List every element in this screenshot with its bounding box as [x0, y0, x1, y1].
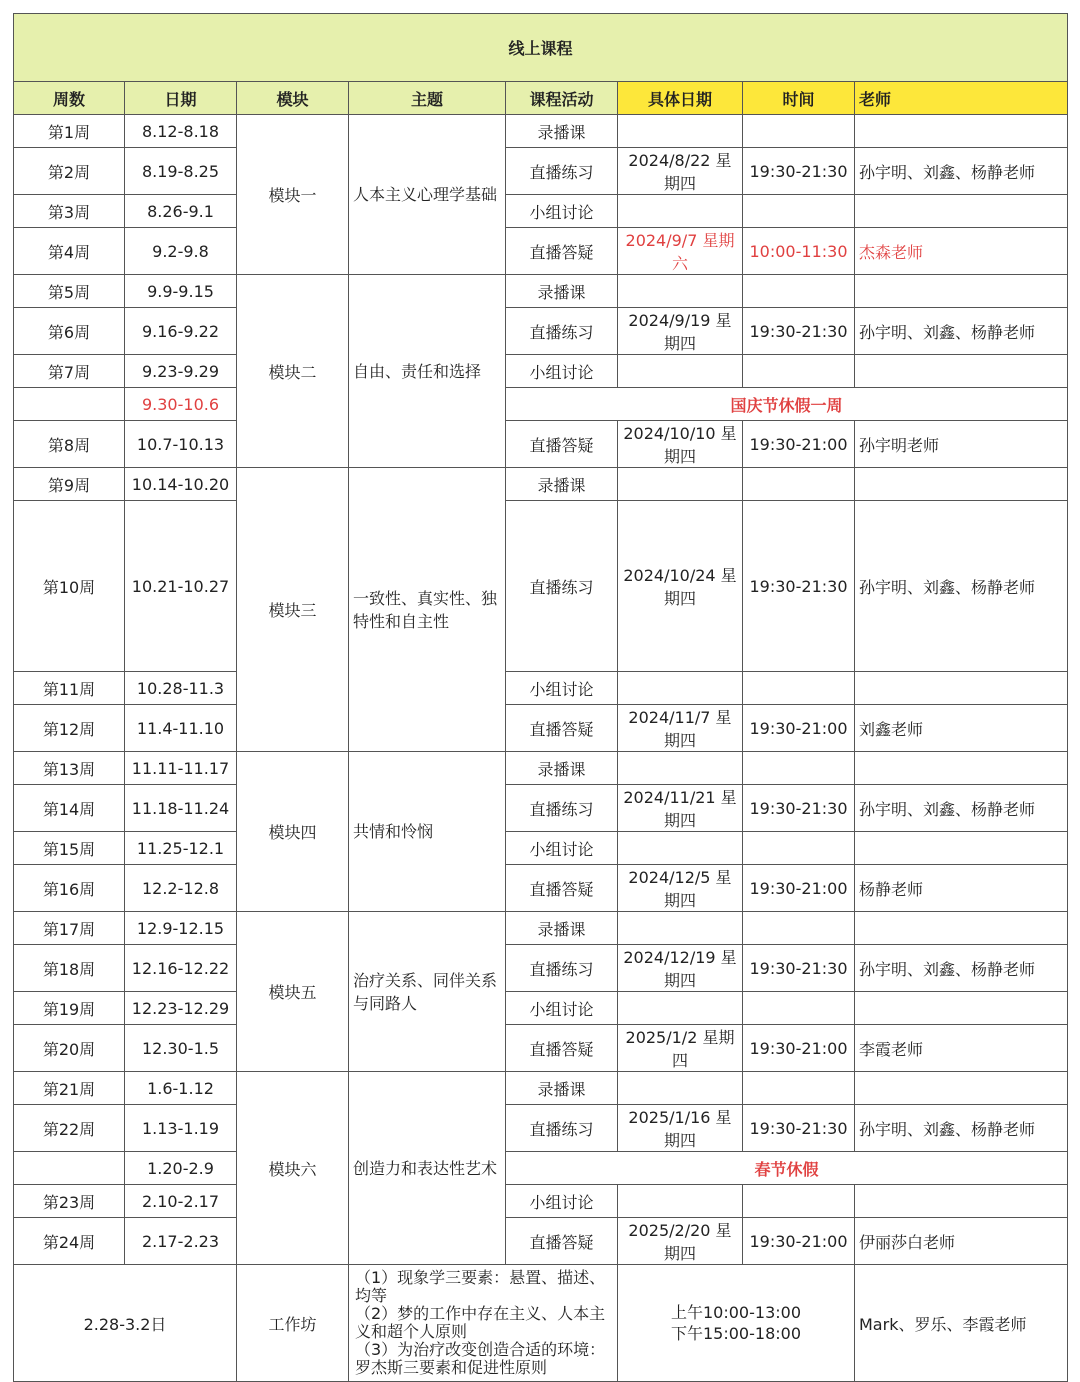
week-cell: 第24周 — [14, 1218, 125, 1265]
activity-cell: 小组讨论 — [506, 672, 618, 705]
activity-cell: 直播答疑 — [506, 865, 618, 912]
activity-cell: 录播课 — [506, 752, 618, 785]
specific-date-cell — [618, 832, 743, 865]
teacher-cell: 杰森老师 — [855, 228, 1068, 275]
teacher-cell — [855, 1072, 1068, 1105]
activity-cell: 直播练习 — [506, 945, 618, 992]
module-cell: 模块二 — [237, 275, 349, 468]
specific-date-cell: 2024/8/22 星期四 — [618, 148, 743, 195]
time-cell — [743, 912, 855, 945]
activity-cell: 录播课 — [506, 275, 618, 308]
time-cell: 19:30-21:30 — [743, 1105, 855, 1152]
specific-date-cell: 2025/2/20 星期四 — [618, 1218, 743, 1265]
specific-date-cell — [618, 912, 743, 945]
teacher-cell — [855, 832, 1068, 865]
week-cell: 第5周 — [14, 275, 125, 308]
workshop-notes — [349, 1265, 618, 1382]
time-cell — [743, 355, 855, 388]
dates-cell: 12.23-12.29 — [125, 992, 237, 1025]
workshop-module: 工作坊 — [237, 1265, 349, 1382]
specific-date-cell: 2024/12/19 星期四 — [618, 945, 743, 992]
holiday-cell: 国庆节休假一周 — [506, 388, 1068, 421]
dates-cell: 10.21-10.27 — [125, 501, 237, 672]
week-cell: 第1周 — [14, 115, 125, 148]
table-title: 线上课程 — [14, 14, 1068, 82]
week-cell: 第6周 — [14, 308, 125, 355]
specific-date-cell: 2025/1/2 星期四 — [618, 1025, 743, 1072]
dates-cell: 9.23-9.29 — [125, 355, 237, 388]
time-cell — [743, 468, 855, 501]
week-cell — [14, 388, 125, 421]
module-cell: 模块三 — [237, 468, 349, 752]
module-cell: 模块四 — [237, 752, 349, 912]
specific-date-cell: 2024/9/7 星期六 — [618, 228, 743, 275]
activity-cell: 直播答疑 — [506, 705, 618, 752]
table-row — [14, 752, 1068, 785]
teacher-cell: 孙宇明、刘鑫、杨静老师 — [855, 945, 1068, 992]
topic-cell: 创造力和表达性艺术 — [349, 1072, 506, 1265]
module-cell: 模块六 — [237, 1072, 349, 1265]
workshop-note: （2）梦的工作中存在主义、人本主义和超个人原则 — [355, 1304, 606, 1341]
teacher-cell — [855, 195, 1068, 228]
topic-cell: 治疗关系、同伴关系与同路人 — [349, 912, 506, 1072]
week-cell: 第10周 — [14, 501, 125, 672]
week-cell: 第11周 — [14, 672, 125, 705]
table-row — [14, 388, 1068, 421]
header-time: 时间 — [743, 82, 855, 115]
header-module: 模块 — [237, 82, 349, 115]
dates-cell: 11.11-11.17 — [125, 752, 237, 785]
activity-cell: 录播课 — [506, 1072, 618, 1105]
table-row — [14, 1152, 1068, 1185]
week-cell: 第12周 — [14, 705, 125, 752]
time-cell — [743, 752, 855, 785]
specific-date-cell: 2024/10/10 星期四 — [618, 421, 743, 468]
teacher-cell — [855, 275, 1068, 308]
teacher-cell: 孙宇明、刘鑫、杨静老师 — [855, 308, 1068, 355]
table-row — [14, 1105, 1068, 1152]
header-topic: 主题 — [349, 82, 506, 115]
dates-cell: 2.10-2.17 — [125, 1185, 237, 1218]
workshop-dates: 2.28-3.2日 — [14, 1265, 237, 1382]
time-cell: 19:30-21:00 — [743, 421, 855, 468]
dates-cell: 1.13-1.19 — [125, 1105, 237, 1152]
dates-cell: 1.6-1.12 — [125, 1072, 237, 1105]
activity-cell: 录播课 — [506, 468, 618, 501]
activity-cell: 直播答疑 — [506, 421, 618, 468]
teacher-cell — [855, 992, 1068, 1025]
table-row — [14, 1185, 1068, 1218]
teacher-cell — [855, 115, 1068, 148]
dates-cell: 10.28-11.3 — [125, 672, 237, 705]
specific-date-cell — [618, 992, 743, 1025]
week-cell: 第7周 — [14, 355, 125, 388]
table-row — [14, 832, 1068, 865]
dates-cell: 8.12-8.18 — [125, 115, 237, 148]
table-row — [14, 785, 1068, 832]
dates-cell: 12.30-1.5 — [125, 1025, 237, 1072]
topic-cell: 共情和怜悯 — [349, 752, 506, 912]
week-cell: 第13周 — [14, 752, 125, 785]
teacher-cell: 孙宇明、刘鑫、杨静老师 — [855, 148, 1068, 195]
dates-cell: 10.7-10.13 — [125, 421, 237, 468]
dates-cell: 9.2-9.8 — [125, 228, 237, 275]
teacher-cell: 李霞老师 — [855, 1025, 1068, 1072]
activity-cell: 小组讨论 — [506, 992, 618, 1025]
table-row — [14, 228, 1068, 275]
teacher-cell: 伊丽莎白老师 — [855, 1218, 1068, 1265]
time-cell: 19:30-21:00 — [743, 865, 855, 912]
table-row — [14, 148, 1068, 195]
teacher-cell — [855, 752, 1068, 785]
table-row — [14, 1072, 1068, 1105]
workshop-time: 上午10:00-13:00 — [671, 1303, 801, 1322]
week-cell: 第20周 — [14, 1025, 125, 1072]
week-cell: 第23周 — [14, 1185, 125, 1218]
dates-cell: 12.2-12.8 — [125, 865, 237, 912]
specific-date-cell — [618, 1072, 743, 1105]
topic-cell: 一致性、真实性、独特性和自主性 — [349, 468, 506, 752]
time-cell: 19:30-21:30 — [743, 148, 855, 195]
week-cell: 第14周 — [14, 785, 125, 832]
week-cell: 第22周 — [14, 1105, 125, 1152]
dates-cell: 12.9-12.15 — [125, 912, 237, 945]
week-cell: 第16周 — [14, 865, 125, 912]
specific-date-cell — [618, 195, 743, 228]
dates-cell: 8.26-9.1 — [125, 195, 237, 228]
teacher-cell: 孙宇明老师 — [855, 421, 1068, 468]
table-row — [14, 1218, 1068, 1265]
time-cell: 10:00-11:30 — [743, 228, 855, 275]
time-cell: 19:30-21:00 — [743, 705, 855, 752]
activity-cell: 直播练习 — [506, 1105, 618, 1152]
table-row — [14, 468, 1068, 501]
dates-cell: 10.14-10.20 — [125, 468, 237, 501]
time-cell: 19:30-21:30 — [743, 308, 855, 355]
workshop-time: 下午15:00-18:00 — [671, 1324, 801, 1343]
teacher-cell — [855, 672, 1068, 705]
activity-cell: 直播答疑 — [506, 1218, 618, 1265]
table-row — [14, 1025, 1068, 1072]
time-cell — [743, 195, 855, 228]
teacher-cell: 刘鑫老师 — [855, 705, 1068, 752]
specific-date-cell: 2024/11/21 星期四 — [618, 785, 743, 832]
week-cell: 第9周 — [14, 468, 125, 501]
activity-cell: 直播答疑 — [506, 228, 618, 275]
specific-date-cell: 2024/11/7 星期四 — [618, 705, 743, 752]
time-cell: 19:30-21:30 — [743, 785, 855, 832]
table-row — [14, 912, 1068, 945]
dates-cell: 11.4-11.10 — [125, 705, 237, 752]
activity-cell: 小组讨论 — [506, 195, 618, 228]
time-cell — [743, 275, 855, 308]
week-cell: 第8周 — [14, 421, 125, 468]
specific-date-cell — [618, 468, 743, 501]
time-cell: 19:30-21:00 — [743, 1025, 855, 1072]
time-cell — [743, 115, 855, 148]
dates-cell: 9.30-10.6 — [125, 388, 237, 421]
time-cell: 19:30-21:30 — [743, 945, 855, 992]
teacher-cell: 孙宇明、刘鑫、杨静老师 — [855, 501, 1068, 672]
header-teacher: 老师 — [855, 82, 1068, 115]
activity-cell: 小组讨论 — [506, 1185, 618, 1218]
week-cell: 第2周 — [14, 148, 125, 195]
week-cell: 第18周 — [14, 945, 125, 992]
dates-cell: 9.9-9.15 — [125, 275, 237, 308]
week-cell: 第15周 — [14, 832, 125, 865]
time-cell: 19:30-21:00 — [743, 1218, 855, 1265]
dates-cell: 2.17-2.23 — [125, 1218, 237, 1265]
specific-date-cell — [618, 275, 743, 308]
table-row — [14, 275, 1068, 308]
time-cell — [743, 832, 855, 865]
workshop-note: （1）现象学三要素：悬置、描述、均等 — [355, 1268, 606, 1305]
table-row — [14, 501, 1068, 672]
dates-cell: 11.25-12.1 — [125, 832, 237, 865]
specific-date-cell — [618, 115, 743, 148]
holiday-cell: 春节休假 — [506, 1152, 1068, 1185]
teacher-cell — [855, 468, 1068, 501]
schedule-table — [13, 13, 1068, 1382]
dates-cell: 8.19-8.25 — [125, 148, 237, 195]
specific-date-cell — [618, 672, 743, 705]
header-week: 周数 — [14, 82, 125, 115]
dates-cell: 9.16-9.22 — [125, 308, 237, 355]
teacher-cell: 孙宇明、刘鑫、杨静老师 — [855, 1105, 1068, 1152]
workshop-teacher: Mark、罗乐、李霞老师 — [855, 1265, 1068, 1382]
specific-date-cell — [618, 752, 743, 785]
topic-cell: 自由、责任和选择 — [349, 275, 506, 468]
week-cell: 第3周 — [14, 195, 125, 228]
module-cell: 模块五 — [237, 912, 349, 1072]
workshop-times — [618, 1265, 855, 1382]
table-row — [14, 945, 1068, 992]
activity-cell: 直播练习 — [506, 148, 618, 195]
specific-date-cell — [618, 1185, 743, 1218]
activity-cell: 录播课 — [506, 912, 618, 945]
week-cell: 第19周 — [14, 992, 125, 1025]
table-row — [14, 865, 1068, 912]
table-row — [14, 992, 1068, 1025]
module-cell: 模块一 — [237, 115, 349, 275]
dates-cell: 1.20-2.9 — [125, 1152, 237, 1185]
table-row — [14, 705, 1068, 752]
specific-date-cell: 2024/12/5 星期四 — [618, 865, 743, 912]
header-dates: 日期 — [125, 82, 237, 115]
teacher-cell — [855, 1185, 1068, 1218]
teacher-cell — [855, 355, 1068, 388]
workshop-note: （3）为治疗改变创造合适的环境：罗杰斯三要素和促进性原则 — [355, 1340, 606, 1377]
week-cell — [14, 1152, 125, 1185]
table-row — [14, 308, 1068, 355]
activity-cell: 录播课 — [506, 115, 618, 148]
dates-cell: 11.18-11.24 — [125, 785, 237, 832]
week-cell: 第17周 — [14, 912, 125, 945]
time-cell — [743, 672, 855, 705]
time-cell — [743, 1185, 855, 1218]
activity-cell: 直播练习 — [506, 785, 618, 832]
activity-cell: 小组讨论 — [506, 355, 618, 388]
specific-date-cell — [618, 355, 743, 388]
activity-cell: 小组讨论 — [506, 832, 618, 865]
activity-cell: 直播练习 — [506, 501, 618, 672]
activity-cell: 直播练习 — [506, 308, 618, 355]
teacher-cell: 杨静老师 — [855, 865, 1068, 912]
teacher-cell — [855, 912, 1068, 945]
time-cell — [743, 1072, 855, 1105]
specific-date-cell: 2024/10/24 星期四 — [618, 501, 743, 672]
header-specific-date: 具体日期 — [618, 82, 743, 115]
workshop-row — [14, 1265, 1068, 1382]
table-row — [14, 195, 1068, 228]
table-row — [14, 421, 1068, 468]
topic-cell: 人本主义心理学基础 — [349, 115, 506, 275]
time-cell — [743, 992, 855, 1025]
header-activity: 课程活动 — [506, 82, 618, 115]
activity-cell: 直播答疑 — [506, 1025, 618, 1072]
specific-date-cell: 2024/9/19 星期四 — [618, 308, 743, 355]
time-cell: 19:30-21:30 — [743, 501, 855, 672]
specific-date-cell: 2025/1/16 星期四 — [618, 1105, 743, 1152]
dates-cell: 12.16-12.22 — [125, 945, 237, 992]
week-cell: 第4周 — [14, 228, 125, 275]
teacher-cell: 孙宇明、刘鑫、杨静老师 — [855, 785, 1068, 832]
table-row — [14, 672, 1068, 705]
week-cell: 第21周 — [14, 1072, 125, 1105]
table-row — [14, 355, 1068, 388]
table-row — [14, 115, 1068, 148]
